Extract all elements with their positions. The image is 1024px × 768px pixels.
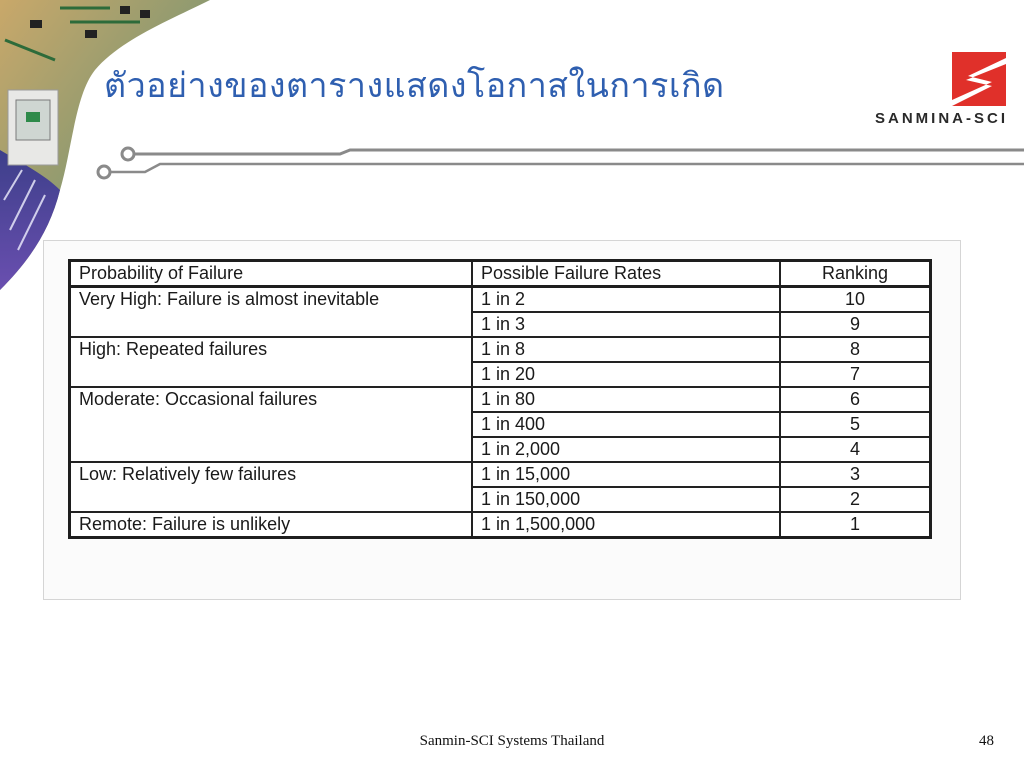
failure-rate-cell: 1 in 20 [472,362,780,387]
table-row [70,287,931,313]
logo-mark-icon [952,52,1006,106]
failure-rate-cell: 1 in 15,000 [472,462,780,487]
probability-low: Low: Relatively few failures [70,462,473,512]
footer-text: Sanmin-SCI Systems Thailand [419,733,605,749]
probability-moderate: Moderate: Occasional failures [70,387,473,462]
company-logo [848,50,1008,135]
failure-rate-cell: 1 in 80 [472,387,780,412]
table-header-row [70,261,931,287]
failure-rate-cell: 1 in 2 [472,287,780,313]
circuit-trace-decoration [90,140,1024,185]
ranking-cell: 8 [780,337,931,362]
slide-title: ตัวอย่างของตารางแสดงโอกาสในการเกิด [104,66,725,106]
probability-very-high: Very High: Failure is almost inevitable [70,287,473,338]
table-row [70,387,931,412]
failure-rate-cell: 1 in 2,000 [472,437,780,462]
table-row [70,512,931,538]
failure-rate-cell: 1 in 8 [472,337,780,362]
failure-rate-cell: 1 in 150,000 [472,487,780,512]
failure-probability-table [68,259,932,539]
header-failure-rates: Possible Failure Rates [472,261,780,287]
failure-rate-cell: 1 in 400 [472,412,780,437]
page-number: 48 [979,733,994,749]
logo-text: SANMINA-SCI [875,110,1008,127]
table-row [70,462,931,487]
header-ranking: Ranking [780,261,931,287]
ranking-cell: 1 [780,512,931,538]
ranking-cell: 4 [780,437,931,462]
ranking-cell: 7 [780,362,931,387]
ranking-cell: 3 [780,462,931,487]
failure-rate-cell: 1 in 3 [472,312,780,337]
ranking-cell: 9 [780,312,931,337]
ranking-cell: 5 [780,412,931,437]
table-row [70,337,931,362]
failure-rate-cell: 1 in 1,500,000 [472,512,780,538]
ranking-cell: 2 [780,487,931,512]
table-image-frame [43,240,961,600]
probability-remote: Remote: Failure is unlikely [70,512,473,538]
ranking-cell: 6 [780,387,931,412]
probability-high: High: Repeated failures [70,337,473,387]
ranking-cell: 10 [780,287,931,313]
header-probability: Probability of Failure [70,261,473,287]
